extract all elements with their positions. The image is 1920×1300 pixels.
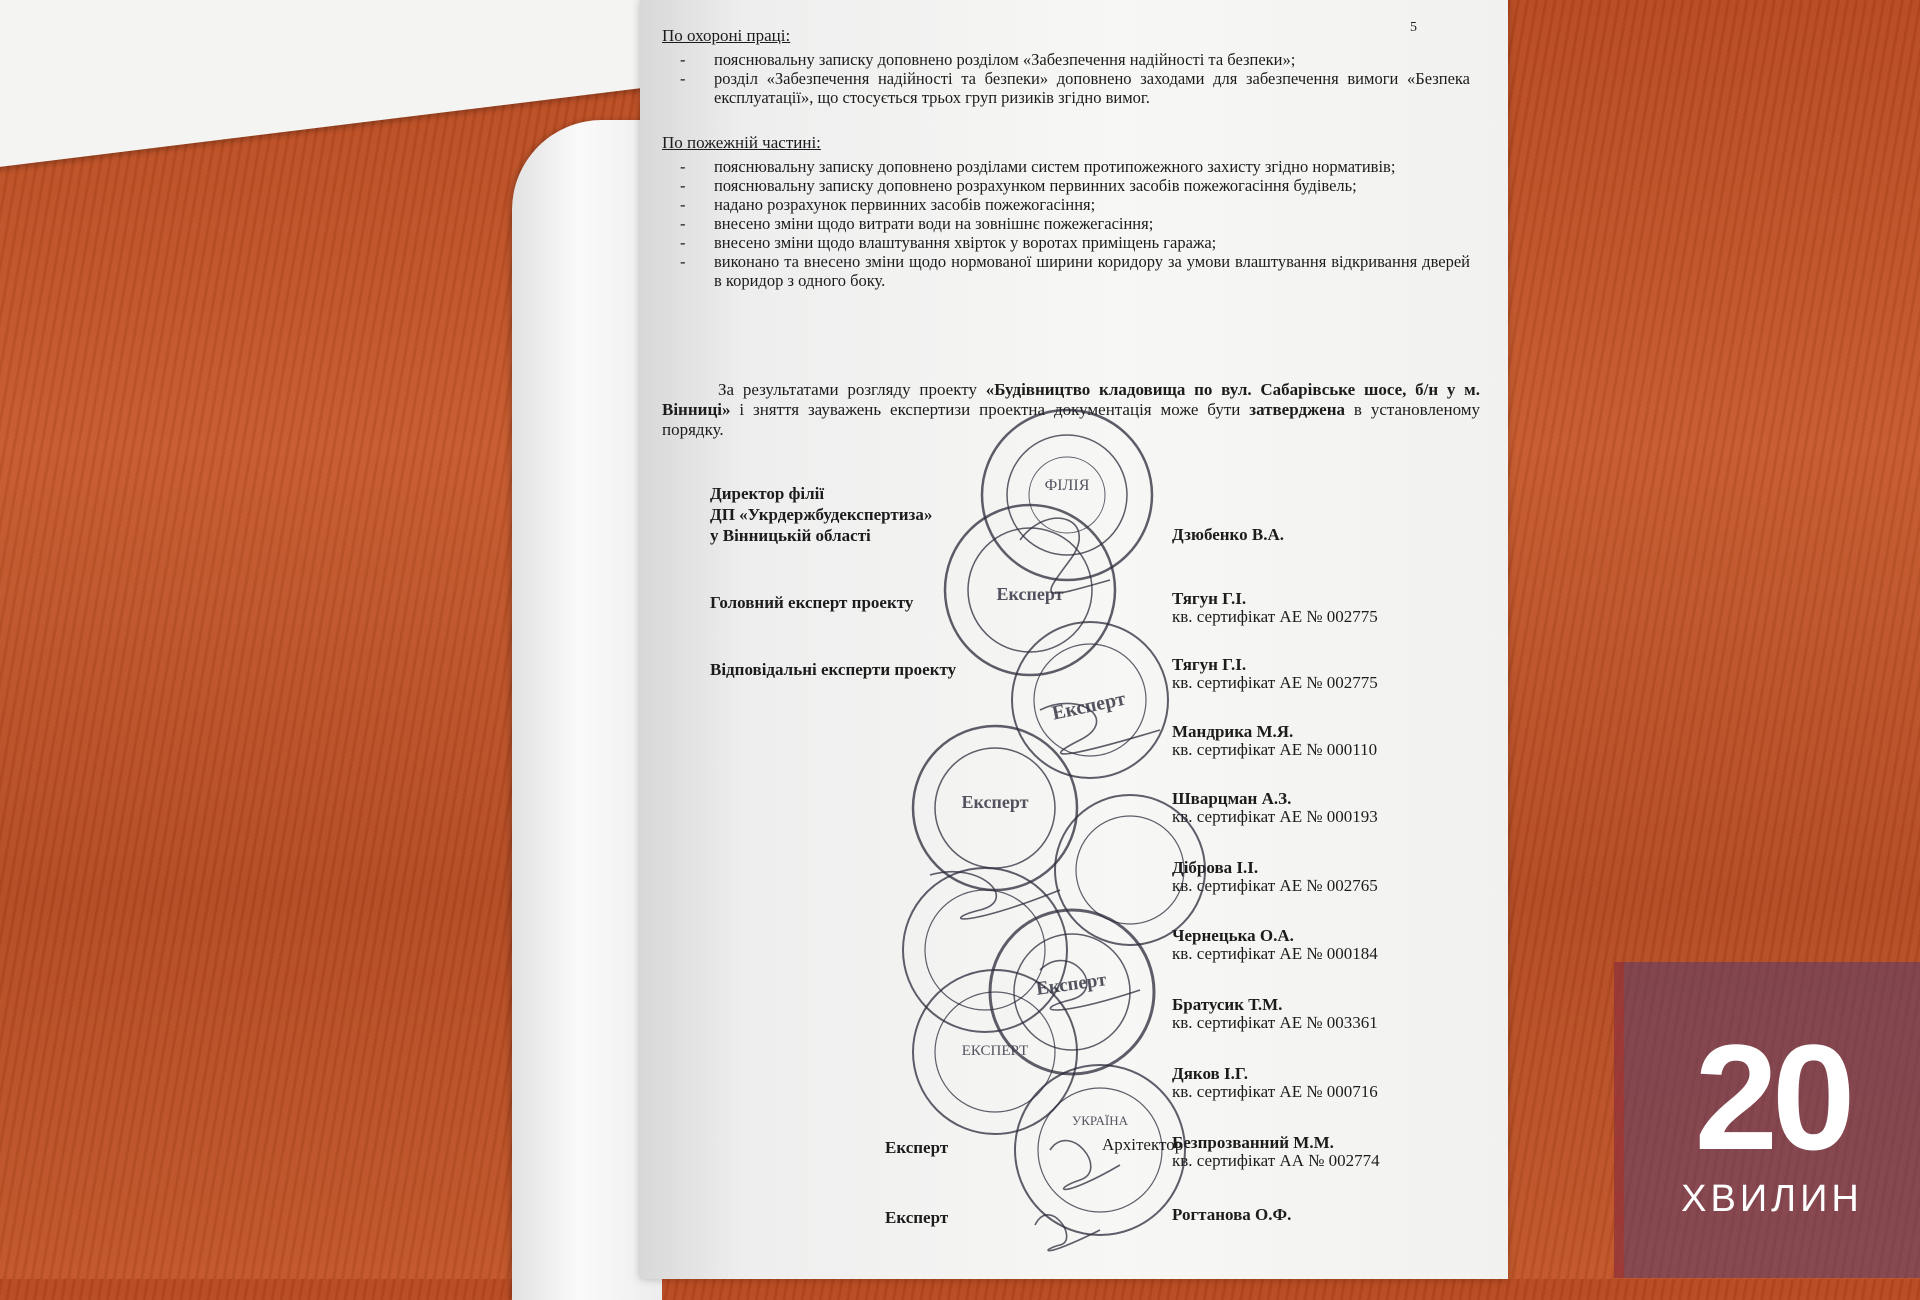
chief-expert-label: Головний експерт проекту [710,593,914,612]
list-item: - пояснювальну записку доповнено розрахунком первинних засобів пожежогасіння будівель; [680,176,1470,195]
expert-name: Чернецька О.А. [1172,926,1294,945]
list-item: - внесено зміни щодо влаштування хвірток у воротах приміщень гаража; [680,233,1470,252]
director-title [710,483,932,546]
architect-cert: кв. сертифікат АА № 002774 [1172,1151,1380,1170]
responsible-experts-label: Відповідальні експерти проекту [710,660,957,679]
expert-architect-label: Експерт [885,1138,949,1157]
stamp-word: Експерт [1050,687,1128,725]
expert-name: Братусик Т.М. [1172,995,1283,1014]
page-number: 5 [1410,20,1417,35]
expert-name: Шварцман А.З. [1172,789,1292,808]
labor-protection-heading: По охороні праці: [662,26,791,45]
seal-stamp-expert-1 [1012,622,1168,778]
seal-stamp-expert-4 [903,868,1067,1032]
logo-number: 20 [1694,1013,1850,1181]
logo-word: ХВИЛИН [1681,1178,1863,1220]
stamp-word: ЕКСПЕРТ [961,1043,1029,1059]
expert-name: Діброва І.І. [1172,858,1259,877]
expert-cert: кв. сертифікат АЕ № 002765 [1172,876,1378,895]
stamp-word: Експерт [1034,969,1108,1000]
list-item: - надано розрахунок первинних засобів пожежогасіння; [680,195,1470,214]
conclusion-part3: в установленому порядку. [662,400,1481,439]
stamp-word: Експерт [996,584,1064,604]
conclusion-part1: За результатами розгляду проекту [718,380,986,399]
seal-stamp-expert-2 [913,726,1077,890]
seal-stamp-chief-expert [945,505,1115,675]
expert-last-label: Експерт [885,1208,949,1227]
seal-stamp-expert-5 [990,910,1154,1074]
expert-name: Мандрика М.Я. [1172,722,1294,741]
list-item: - розділ «Забезпечення надійності та безпеки» доповнено заходами для забезпечення вимоги «Безпека експлуатації», що стосується трьох груп ризиків згідно вимог. [680,69,1470,107]
conclusion-part2: і зняття зауважень експертизи проектна документація може бути [730,400,1250,419]
project-name: «Будівництво кладовища по вул. Сабарівське шосе, б/н у м. Вінниці» [662,380,1480,419]
list-item: - внесено зміни щодо витрати води на зовнішнє пожежегасіння; [680,214,1470,233]
expert-name: Дяков І.Г. [1172,1064,1248,1083]
stamp-word: ФІЛІЯ [1044,477,1090,494]
director-name: Дзюбенко В.А. [1172,525,1284,544]
chief-expert-cert: кв. сертифікат АЕ № 002775 [1172,607,1378,626]
expert-cert: кв. сертифікат АЕ № 003361 [1172,1013,1378,1032]
expert-last-name: Рогтанова О.Ф. [1172,1205,1292,1224]
conclusion-paragraph [662,380,1480,440]
logo-20-khvylyn [1614,962,1920,1278]
seal-stamp-expert-6 [913,970,1077,1134]
document-page [640,0,1508,1279]
stamp-word: УКРАЇНА [1072,1113,1128,1128]
expert-cert: кв. сертифікат АЕ № 000193 [1172,807,1378,826]
architect-name: Безпрозванний М.М. [1172,1133,1334,1152]
list-item: - виконано та внесено зміни щодо нормованої ширини коридору за умови влаштування відкривання дверей в коридор з одного боку. [680,252,1470,290]
fire-safety-list [680,157,1470,290]
labor-protection-list [680,50,1470,107]
director-title-line: у Вінницькій області [710,526,871,545]
list-item: - пояснювальну записку доповнено розділом «Забезпечення надійності та безпеки»; [680,50,1470,69]
chief-expert-name: Тягун Г.І. [1172,589,1247,608]
fire-safety-heading: По пожежній частині: [662,133,821,152]
stamp-word: Експерт [961,792,1029,812]
expert-name: Тягун Г.І. [1172,655,1247,674]
list-item: - пояснювальну записку доповнено розділами систем протипожежного захисту згідно нормативів; [680,157,1470,176]
expert-cert: кв. сертифікат АЕ № 000110 [1172,740,1378,759]
director-title-line: Директор філії [710,484,825,503]
architect-role: Архітектор [1102,1135,1184,1154]
expert-cert: кв. сертифікат АЕ № 000716 [1172,1082,1378,1101]
expert-cert: кв. сертифікат АЕ № 000184 [1172,944,1378,963]
approved-word: затверджена [1249,400,1345,419]
expert-cert: кв. сертифікат АЕ № 002775 [1172,673,1378,692]
director-title-line: ДП «Укрдержбудекспертиза» [710,505,933,524]
